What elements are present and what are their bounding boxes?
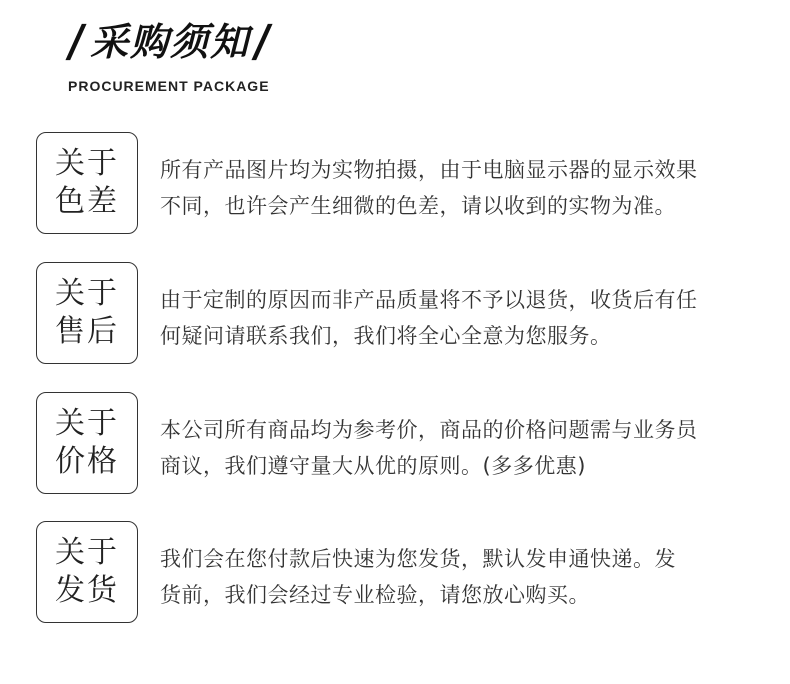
section-label-line2: 发货 <box>55 573 119 608</box>
page-title-text: 采购须知 <box>90 20 251 64</box>
section-description <box>160 152 770 224</box>
section-label-line2: 售后 <box>55 314 119 349</box>
section-shipping <box>36 521 776 625</box>
description-line2: 货前，我们会经过专业检验，请您放心购买。 <box>160 583 590 607</box>
section-label-line1: 关于 <box>55 146 119 181</box>
description-line1: 我们会在您付款后快速为您发货，默认发申通快递。发 <box>160 547 676 571</box>
section-label-box <box>36 262 138 364</box>
section-label-box <box>36 392 138 494</box>
description-line2: 不同，也许会产生细微的色差，请以收到的实物为准。 <box>160 194 676 218</box>
section-label-line2: 价格 <box>55 444 119 479</box>
title-slash-right: / <box>250 16 276 67</box>
section-label-line1: 关于 <box>55 535 119 570</box>
section-label-box <box>36 132 138 234</box>
section-label-line1: 关于 <box>55 406 119 441</box>
page-title <box>64 18 276 66</box>
section-description <box>160 412 770 484</box>
section-color-difference <box>36 132 776 236</box>
description-line2: 何疑问请联系我们，我们将全心全意为您服务。 <box>160 324 612 348</box>
title-slash-left: / <box>64 16 90 67</box>
description-line1: 由于定制的原因而非产品质量将不予以退货，收货后有任 <box>160 288 698 312</box>
section-after-sales <box>36 262 776 366</box>
section-description <box>160 282 770 354</box>
page-header <box>64 18 276 66</box>
section-label-line2: 色差 <box>55 184 119 219</box>
section-description <box>160 541 770 613</box>
page-subtitle: PROCUREMENT PACKAGE <box>68 78 270 94</box>
section-label-line1: 关于 <box>55 276 119 311</box>
description-line1: 本公司所有商品均为参考价，商品的价格问题需与业务员 <box>160 418 698 442</box>
section-price <box>36 392 776 496</box>
description-line1: 所有产品图片均为实物拍摄，由于电脑显示器的显示效果 <box>160 158 698 182</box>
description-line2: 商议，我们遵守量大从优的原则。(多多优惠) <box>160 454 586 478</box>
section-label-box <box>36 521 138 623</box>
